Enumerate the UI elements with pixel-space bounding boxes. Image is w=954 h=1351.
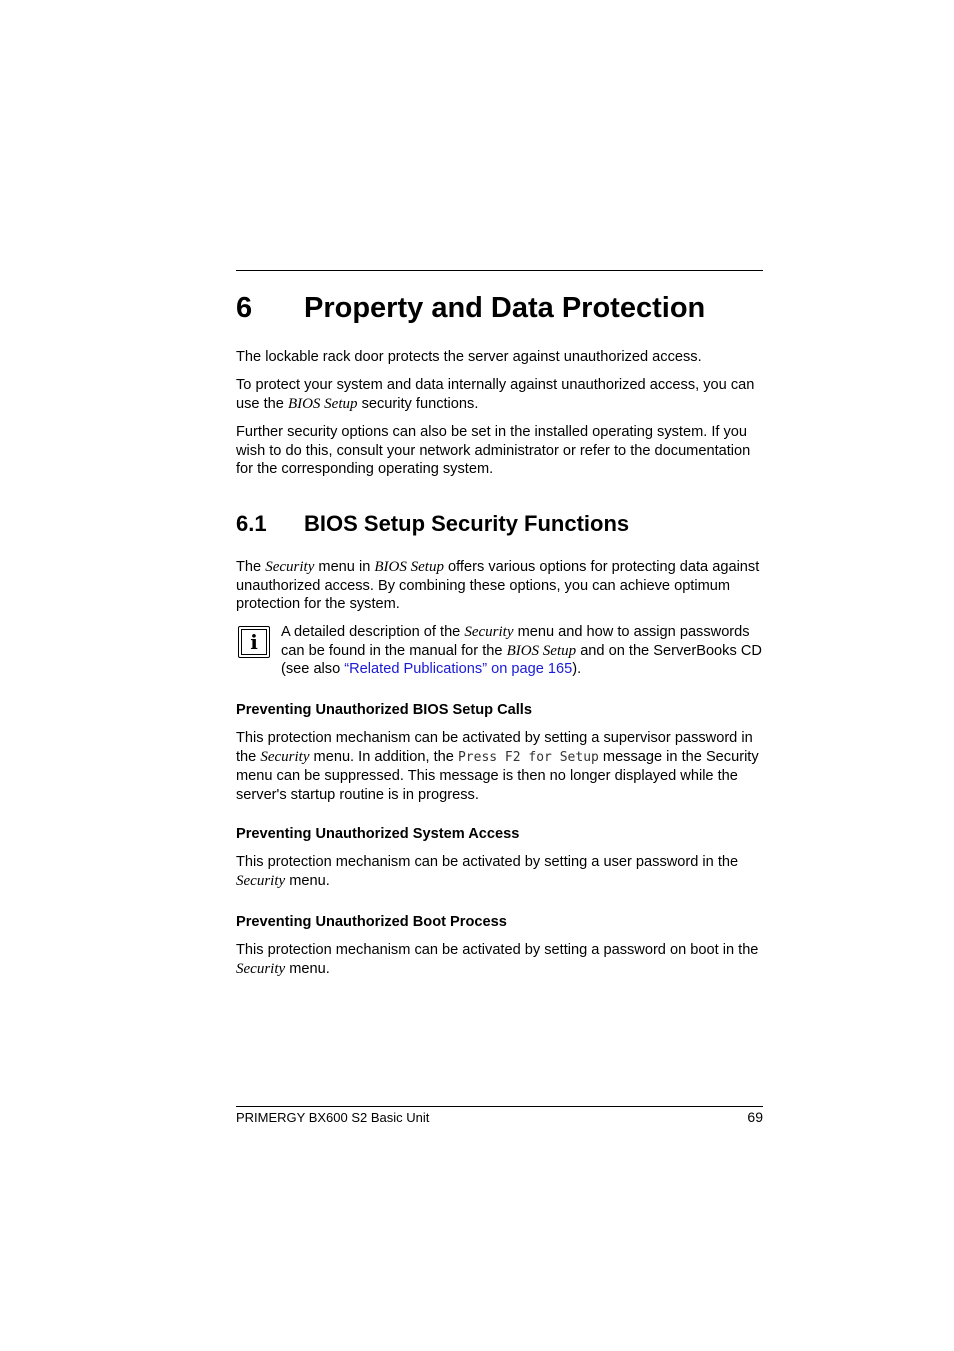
- intro-paragraph-2: To protect your system and data internally against unauthorized access, you can use the BIOS Setup security functions.: [236, 377, 755, 412]
- paragraph-boot-process: This protection mechanism can be activated by setting a password on boot in the Security menu.: [236, 942, 759, 977]
- paragraph-system-access: This protection mechanism can be activated by setting a user password in the Security menu.: [236, 854, 739, 889]
- section-title: BIOS Setup Security Functions: [304, 511, 630, 536]
- section-number: 6.1: [236, 511, 267, 536]
- related-publications-link[interactable]: “Related Publications” on page 165: [344, 661, 573, 678]
- chapter-title: Property and Data Protection: [304, 292, 706, 324]
- subheading-system-access: Preventing Unauthorized System Access: [236, 826, 520, 842]
- chapter-number: 6: [236, 292, 253, 324]
- footer-title: PRIMERGY BX600 S2 Basic Unit: [236, 1110, 430, 1125]
- subheading-bios-setup-calls: Preventing Unauthorized BIOS Setup Calls: [236, 702, 532, 718]
- intro-paragraph-1: The lockable rack door protects the server against unauthorized access.: [236, 349, 702, 365]
- footer-rule: [236, 1106, 763, 1107]
- info-icon: i: [238, 626, 270, 658]
- page-number: 69: [747, 1109, 763, 1125]
- subheading-boot-process: Preventing Unauthorized Boot Process: [236, 914, 507, 930]
- paragraph-bios-setup-calls: This protection mechanism can be activated by setting a supervisor password in the Security menu. In addition, the Press F2 for Setup message in the Security menu can be suppressed. This message is then no longer displayed while the server's startup routine is in progress.: [236, 730, 759, 803]
- section-paragraph: The Security menu in BIOS Setup offers various options for protecting data against unauthorized access. By combining these options, you can achieve optimum protection for the system.: [236, 559, 760, 613]
- intro-paragraph-3: Further security options can also be set in the installed operating system. If you wish to do this, consult your network administrator or refer to the documentation for the corresponding operating system.: [236, 424, 751, 478]
- chapter-top-rule: [236, 270, 763, 271]
- info-note: A detailed description of the Security menu and how to assign passwords can be found in the manual for the BIOS Setup and on the ServerBooks CD (see also “Related Publications” on page 165).: [281, 624, 762, 678]
